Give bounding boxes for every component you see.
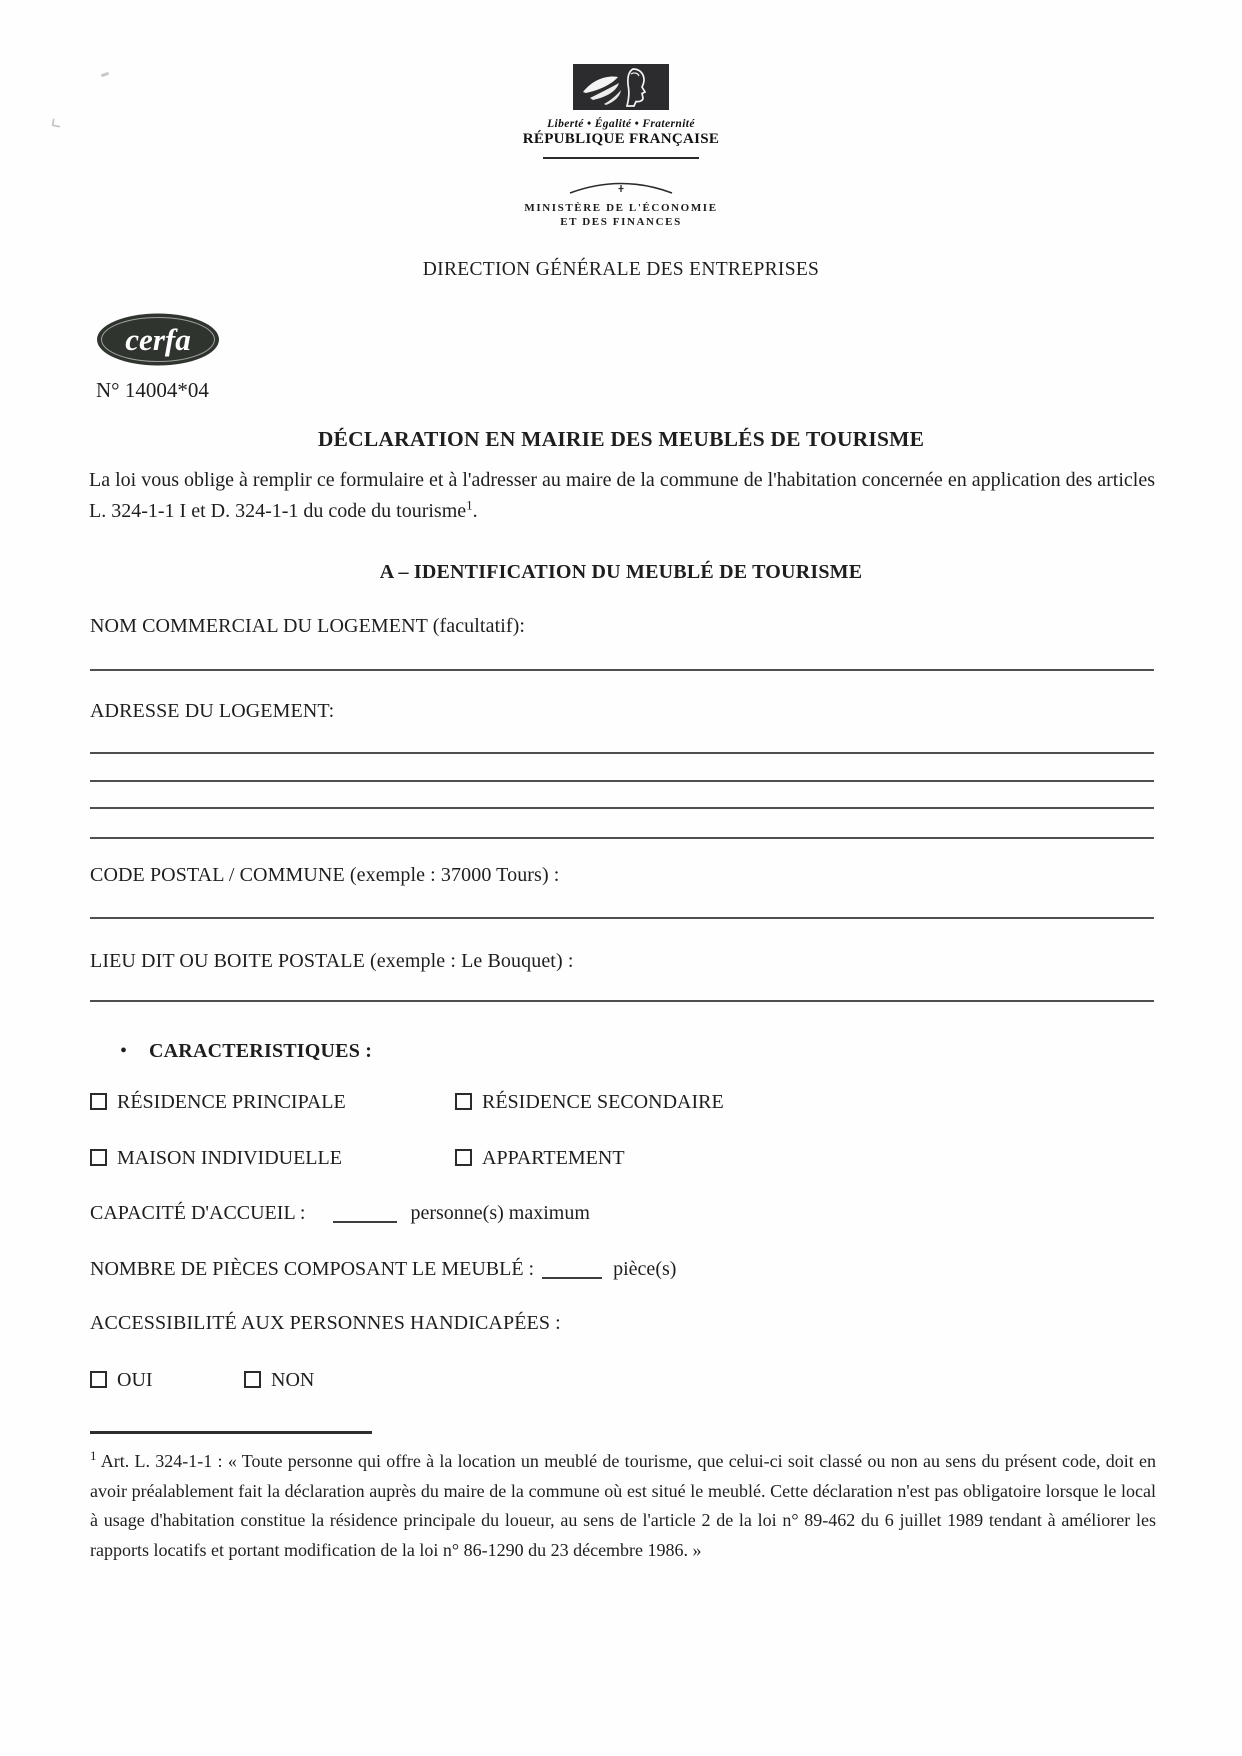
caracteristiques-heading <box>120 1040 372 1063</box>
cerfa-number: N° 14004*04 <box>96 378 209 402</box>
republique-text: RÉPUBLIQUE FRANÇAISE <box>522 131 720 147</box>
footnote-ref: 1 <box>90 1448 97 1463</box>
adresse-field-line-2[interactable] <box>90 780 1154 782</box>
residence-principale-checkbox[interactable] <box>90 1093 107 1110</box>
marianne-flag-icon <box>573 64 669 110</box>
adresse-field-line-1[interactable] <box>90 752 1154 754</box>
residence-secondaire-checkbox[interactable] <box>455 1093 472 1110</box>
oui-non-checkbox-row <box>0 1369 1242 1395</box>
capacite-suffix: personne(s) maximum <box>410 1202 590 1224</box>
capacite-input-line[interactable] <box>333 1202 397 1223</box>
oui-option[interactable] <box>90 1369 153 1392</box>
appartement-checkbox[interactable] <box>455 1149 472 1166</box>
adresse-field-line-4[interactable] <box>90 837 1154 839</box>
nom-commercial-label: NOM COMMERCIAL DU LOGEMENT (facultatif): <box>90 615 526 637</box>
footnote <box>90 1447 1156 1565</box>
residence-principale-label: RÉSIDENCE PRINCIPALE <box>117 1091 346 1113</box>
caracteristiques-heading-text: CARACTERISTIQUES : <box>149 1040 373 1062</box>
maison-individuelle-option[interactable] <box>90 1147 342 1170</box>
intro-paragraph <box>89 465 1155 527</box>
code-postal-label: CODE POSTAL / COMMUNE (exemple : 37000 Tours) : <box>90 864 560 886</box>
ministry-arc-icon <box>566 179 676 196</box>
motto-text: Liberté • Égalité • Fraternité <box>547 118 695 130</box>
maison-individuelle-checkbox[interactable] <box>90 1149 107 1166</box>
residence-checkbox-row <box>0 1091 1242 1117</box>
maison-individuelle-label: MAISON INDIVIDUELLE <box>117 1147 342 1169</box>
pieces-field <box>90 1258 676 1281</box>
appartement-label: APPARTEMENT <box>482 1147 625 1169</box>
cerfa-logo-icon <box>96 313 220 366</box>
ministry-block <box>0 179 1242 229</box>
lieu-dit-label: LIEU DIT OU BOITE POSTALE (exemple : Le Bouquet) : <box>90 950 574 972</box>
adresse-label: ADRESSE DU LOGEMENT: <box>90 700 335 722</box>
capacite-field <box>90 1202 590 1225</box>
adresse-field-line-3[interactable] <box>90 807 1154 809</box>
cerfa-logo-text: cerfa <box>125 322 191 357</box>
intro-period: . <box>472 500 478 522</box>
lieu-dit-field-line[interactable] <box>90 1000 1154 1002</box>
footnote-text: Art. L. 324-1-1 : « Toute personne qui offre à la location un meublé de tourisme, que celui-ci soit classé ou non au sens du présent code, doit en avoir préalablement fait la déclaration auprès du maire de la commune où est situé le meublé. Cette déclaration n'est pas obligatoire lorsque le local à usage d'habitation constitue la résidence principale du loueur, au sens de l'article 2 de la loi n° 89-462 du 6 juillet 1989 tendant à améliorer les rapports locatifs et portant modification de la loi n° 86-1290 du 23 décembre 1986. » <box>90 1451 1156 1560</box>
republique-francaise-logo-block <box>0 64 1242 148</box>
oui-label: OUI <box>117 1369 153 1391</box>
direction-generale-title: DIRECTION GÉNÉRALE DES ENTREPRISES <box>422 259 820 280</box>
capacite-label: CAPACITÉ D'ACCUEIL : <box>90 1202 306 1224</box>
footnote-separator <box>90 1431 372 1434</box>
pieces-label: NOMBRE DE PIÈCES COMPOSANT LE MEUBLÉ : <box>90 1258 535 1280</box>
header-divider <box>543 157 699 159</box>
code-postal-field-line[interactable] <box>90 917 1154 919</box>
pieces-input-line[interactable] <box>542 1258 602 1279</box>
nom-commercial-field-line[interactable] <box>90 669 1154 671</box>
intro-text: La loi vous oblige à remplir ce formulaire et à l'adresser au maire de la commune de l'habitation concernée en application des articles L. 324-1-1 I et D. 324-1-1 du code du tourisme <box>89 469 1155 522</box>
non-option[interactable] <box>244 1369 314 1392</box>
bullet-icon: • <box>120 1040 128 1062</box>
section-a-heading: A – IDENTIFICATION DU MEUBLÉ DE TOURISME <box>379 561 863 583</box>
non-label: NON <box>271 1369 315 1391</box>
appartement-option[interactable] <box>455 1147 625 1170</box>
accessibilite-label: ACCESSIBILITÉ AUX PERSONNES HANDICAPÉES : <box>90 1312 561 1334</box>
form-title: DÉCLARATION EN MAIRIE DES MEUBLÉS DE TOURISME <box>317 427 925 451</box>
oui-checkbox[interactable] <box>90 1371 107 1388</box>
cerfa-block <box>96 313 220 403</box>
ministry-name-line1: MINISTÈRE DE L'ÉCONOMIE <box>524 202 718 214</box>
type-logement-checkbox-row <box>0 1147 1242 1173</box>
residence-principale-option[interactable] <box>90 1091 346 1114</box>
ministry-name-line2: ET DES FINANCES <box>560 216 682 228</box>
non-checkbox[interactable] <box>244 1371 261 1388</box>
pieces-suffix: pièce(s) <box>613 1258 677 1280</box>
intro-footnote-ref: 1 <box>466 497 473 513</box>
residence-secondaire-label: RÉSIDENCE SECONDAIRE <box>482 1091 724 1113</box>
residence-secondaire-option[interactable] <box>455 1091 724 1114</box>
